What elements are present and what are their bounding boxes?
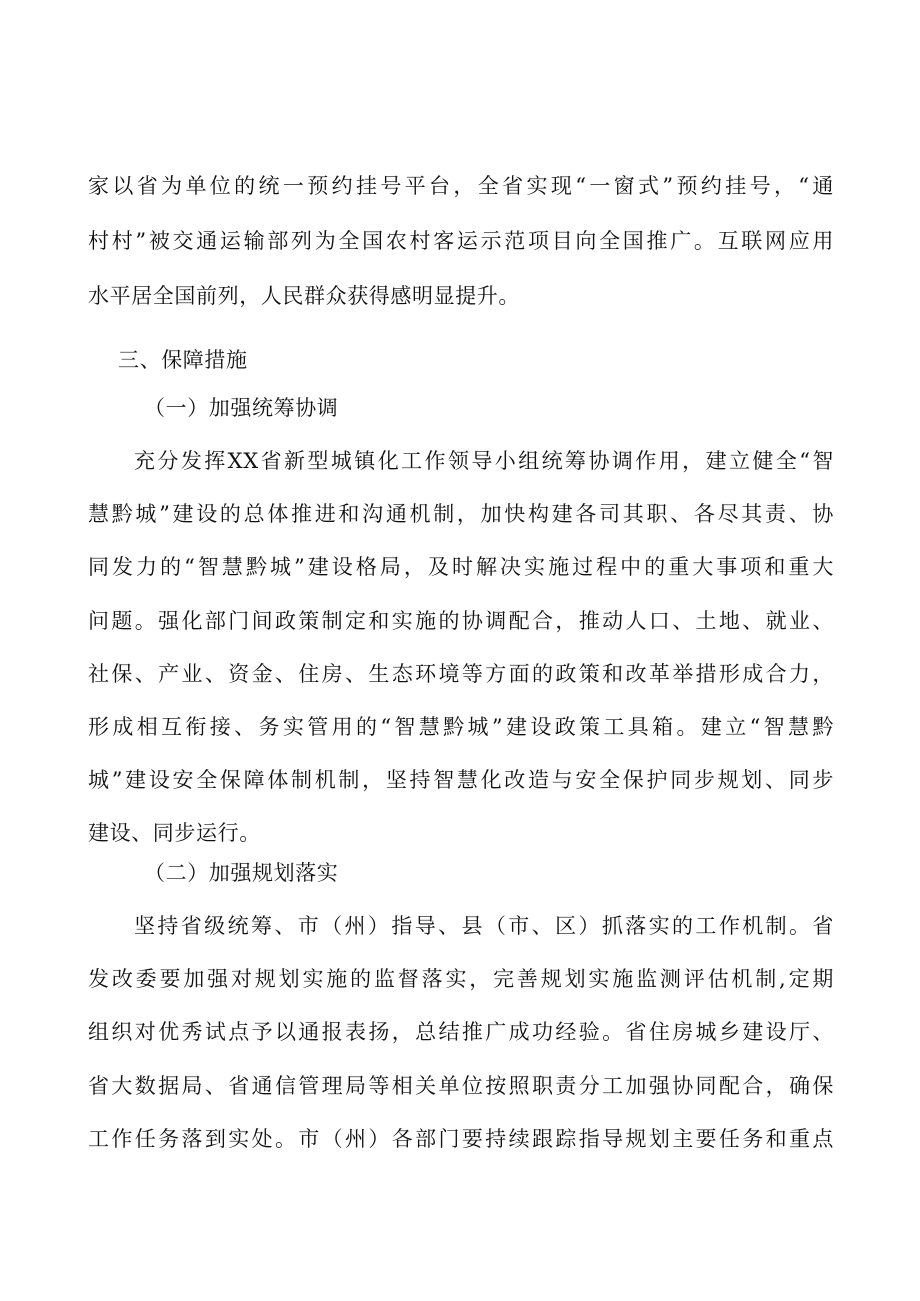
- paragraph-line: 省大数据局、省通信管理局等相关单位按照职责分工加强协同配合，确保: [88, 1074, 834, 1098]
- paragraph-line: 建设、同步运行。: [88, 821, 261, 845]
- paragraph-line: 村村”被交通运输部列为全国农村客运示范项目向全国推广。互联网应用: [88, 229, 834, 253]
- paragraph-line: 发改委要加强对规划实施的监督落实，完善规划实施监测评估机制,定期: [88, 967, 834, 991]
- paragraph-line: 同发力的“智慧黔城”建设格局，及时解决实施过程中的重大事项和重大: [88, 555, 834, 579]
- paragraph-line: 问题。强化部门间政策制定和实施的协调配合，推动人口、土地、就业、: [88, 609, 834, 633]
- paragraph-line: 社保、产业、资金、住房、生态环境等方面的政策和改革举措形成合力，: [88, 662, 834, 686]
- paragraph-line: 充分发挥XX省新型城镇化工作领导小组统筹协调作用，建立健全“智: [134, 449, 834, 473]
- paragraph-line: 慧黔城”建设的总体推进和沟通机制，加快构建各司其职、各尽其责、协: [88, 502, 834, 526]
- paragraph-line: 工作任务落到实处。市（州）各部门要持续跟踪指导规划主要任务和重点: [88, 1127, 834, 1151]
- paragraph-line: 形成相互衔接、务实管用的“智慧黔城”建设政策工具箱。建立“智慧黔: [88, 715, 834, 739]
- paragraph-line: 组织对优秀试点予以通报表扬，总结推广成功经验。省住房城乡建设厅、: [88, 1020, 834, 1044]
- document-page: [88, 0, 834, 1301]
- paragraph-line: 水平居全国前列，人民群众获得感明显提升。: [88, 284, 520, 308]
- paragraph-line: 坚持省级统筹、市（州）指导、县（市、区）抓落实的工作机制。省: [134, 914, 834, 938]
- section-heading: 三、保障措施: [118, 348, 248, 372]
- subsection-heading: （二）加强规划落实: [144, 861, 339, 885]
- subsection-heading: （一）加强统筹协调: [144, 396, 339, 420]
- paragraph-line: 家以省为单位的统一预约挂号平台，全省实现“一窗式”预约挂号，“通: [88, 174, 834, 198]
- paragraph-line: 城”建设安全保障体制机制，坚持智慧化改造与安全保护同步规划、同步: [88, 768, 834, 792]
